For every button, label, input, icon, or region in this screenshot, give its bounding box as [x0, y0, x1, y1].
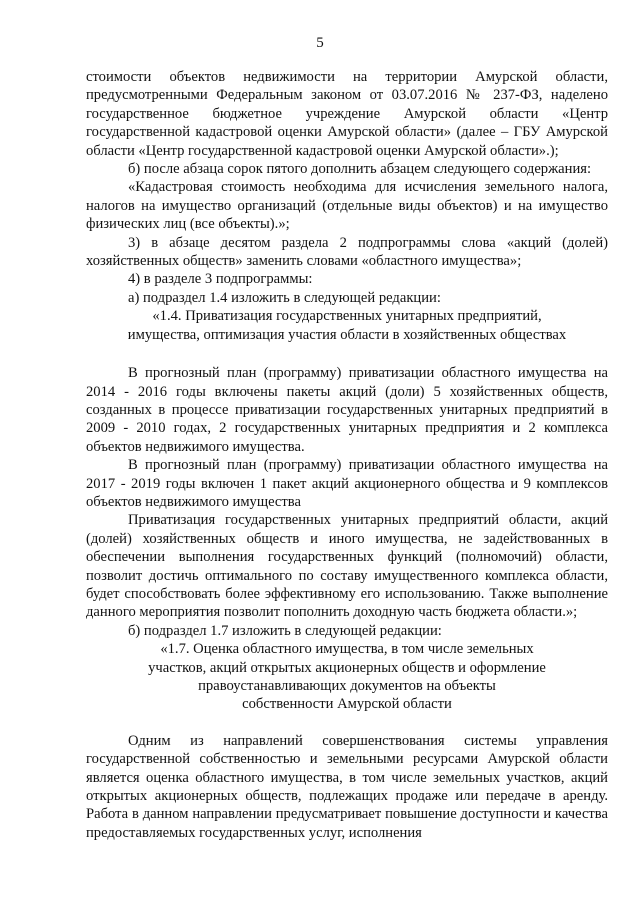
heading-line: имущества, оптимизация участия области в хозяйственных обществах	[127, 326, 567, 343]
heading-line: участков, акций открытых акционерных обществ и оформление	[148, 659, 546, 676]
page-number: 5	[316, 35, 324, 51]
paragraph-plan-2017-2019: В прогнозный план (программу) приватизации областного имущества на 2017 - 2019 годы включен 1 пакет акций акционерного общества и 9 комплексов объектов недвижимого имущества	[86, 457, 608, 510]
document-body	[86, 68, 608, 842]
paragraph-amendment-4: 4) в разделе 3 подпрограммы:	[128, 271, 313, 288]
paragraph-property-valuation: Одним из направлений совершенствования системы управления государственной собственностью и земельными ресурсами Амурской области является оценка областного имущества, в том числе земельных участков, акций открытых акционерных обществ, подлежащих продаже или передаче в аренду. Работа в данном направлении предусматривает повышение доступности и качества предоставляемых государственных услуг, исполнения	[86, 732, 608, 841]
heading-line: правоустанавливающих документов на объекты	[198, 678, 496, 694]
paragraph-cadastral-value-quote: «Кадастровая стоимость необходима для исчисления земельного налога, налогов на имущество организаций (отдельные виды объектов) и на имущество физических лиц (все объекты).»;	[86, 179, 608, 233]
subsection-heading-1-7	[86, 640, 608, 714]
subsection-heading-1-4	[86, 307, 608, 344]
paragraph-valuation-institution: стоимости объектов недвижимости на территории Амурской области, предусмотренными Федеральным законом от 03.07.2016 № 237-ФЗ, наделено государственное бюджетное учреждение Амурской области «Центр государственной кадастровой оценки Амурской области» (далее – ГБУ Амурской области «Центр государственной кадастровой оценки Амурской области».);	[86, 69, 608, 159]
paragraph-amendment-4b: б) подраздел 1.7 изложить в следующей редакции:	[128, 622, 442, 639]
spacer	[86, 714, 608, 732]
paragraph-amendment-4a: а) подраздел 1.4 изложить в следующей редакции:	[128, 289, 441, 306]
heading-line: собственности Амурской области	[242, 696, 452, 713]
spacer	[86, 344, 608, 364]
heading-line: «1.4. Приватизация государственных унитарных предприятий,	[152, 308, 542, 325]
heading-line: «1.7. Оценка областного имущества, в том числе земельных	[160, 641, 534, 658]
paragraph-privatization-effect: Приватизация государственных унитарных предприятий области, акций (долей) хозяйственных обществ и иного имущества, не задействованных в обеспечении выполнения государственных функций (полномочий) области, позволит достичь оптимального по составу имущественного комплекса области, будет способствовать более эффективному его использованию. Также выполнение данного мероприятия позволит пополнить доходную часть бюджета области.»;	[86, 512, 608, 621]
paragraph-amendment-3: 3) в абзаце десятом раздела 2 подпрограммы слова «акций (долей) хозяйственных обществ» заменить словами «областного имущества»;	[86, 234, 608, 270]
paragraph-plan-2014-2016: В прогнозный план (программу) приватизации областного имущества на 2014 - 2016 годы включены пакеты акций (доли) 5 хозяйственных обществ, созданных в процессе приватизации государственных унитарных предприятий в 2009 - 2010 годах, 2 государственных унитарных предприятия и 2 комплекса объектов недвижимого имущества.	[86, 365, 608, 455]
paragraph-amendment-b: б) после абзаца сорок пятого дополнить абзацем следующего содержания:	[128, 161, 592, 178]
